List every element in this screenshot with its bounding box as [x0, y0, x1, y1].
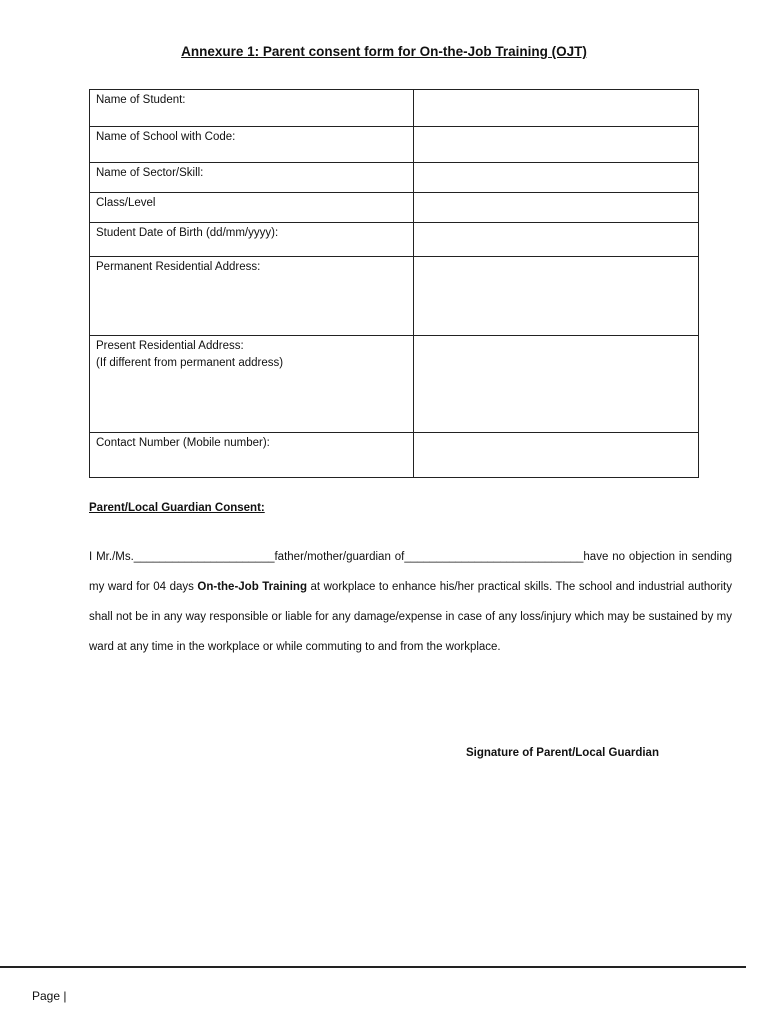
row-label: Permanent Residential Address:: [96, 261, 261, 273]
row-label: Class/Level: [96, 197, 156, 209]
row-label: Name of Student:: [96, 94, 186, 106]
sector-skill-field[interactable]: [414, 163, 699, 193]
row-label: Contact Number (Mobile number):: [96, 437, 270, 449]
label-sector-skill: [90, 163, 414, 193]
row-label: Name of Sector/Skill:: [96, 167, 204, 179]
consent-paragraph: [89, 542, 732, 662]
date-of-birth-field[interactable]: [414, 223, 699, 257]
school-name-field[interactable]: [414, 127, 699, 163]
table-row: [90, 90, 699, 127]
permanent-address-field[interactable]: [414, 257, 699, 336]
table-row: [90, 163, 699, 193]
row-label: Name of School with Code:: [96, 131, 236, 143]
table-row: [90, 336, 699, 433]
class-level-field[interactable]: [414, 193, 699, 223]
table-row: [90, 433, 699, 478]
consent-heading: Parent/Local Guardian Consent:: [89, 502, 265, 514]
row-label: Student Date of Birth (dd/mm/yyyy):: [96, 227, 279, 239]
label-present-address: [90, 336, 414, 433]
label-permanent-address: [90, 257, 414, 336]
footer-divider: [0, 966, 746, 968]
page-number-label: Page |: [32, 989, 67, 1003]
row-sublabel: (If different from permanent address): [96, 357, 284, 369]
label-contact-number: [90, 433, 414, 478]
table-row: [90, 193, 699, 223]
consent-text-part1: I Mr./Ms.______________________father/mother/guardian of____________________________have no objection in sending my ward for 04 days: [89, 551, 732, 593]
table-row: [90, 127, 699, 163]
signature-label: Signature of Parent/Local Guardian: [466, 747, 659, 759]
table-row: [90, 223, 699, 257]
row-label: Present Residential Address:: [96, 340, 244, 352]
consent-text-part2: at workplace to enhance his/her practical skills. The school and industrial authority shall not be in any way responsible or liable for any damage/expense in case of any loss/injury which may be sustained by my ward at any time in the workplace or while commuting to and from the workplace.: [89, 581, 732, 653]
label-school-name: [90, 127, 414, 163]
student-details-table: [89, 89, 699, 478]
table-row: [90, 257, 699, 336]
student-name-field[interactable]: [414, 90, 699, 127]
label-student-name: [90, 90, 414, 127]
label-date-of-birth: [90, 223, 414, 257]
contact-number-field[interactable]: [414, 433, 699, 478]
label-class-level: [90, 193, 414, 223]
page-title: Annexure 1: Parent consent form for On-the-Job Training (OJT): [181, 44, 587, 59]
consent-text-bold: On-the-Job Training: [197, 581, 307, 593]
present-address-field[interactable]: [414, 336, 699, 433]
